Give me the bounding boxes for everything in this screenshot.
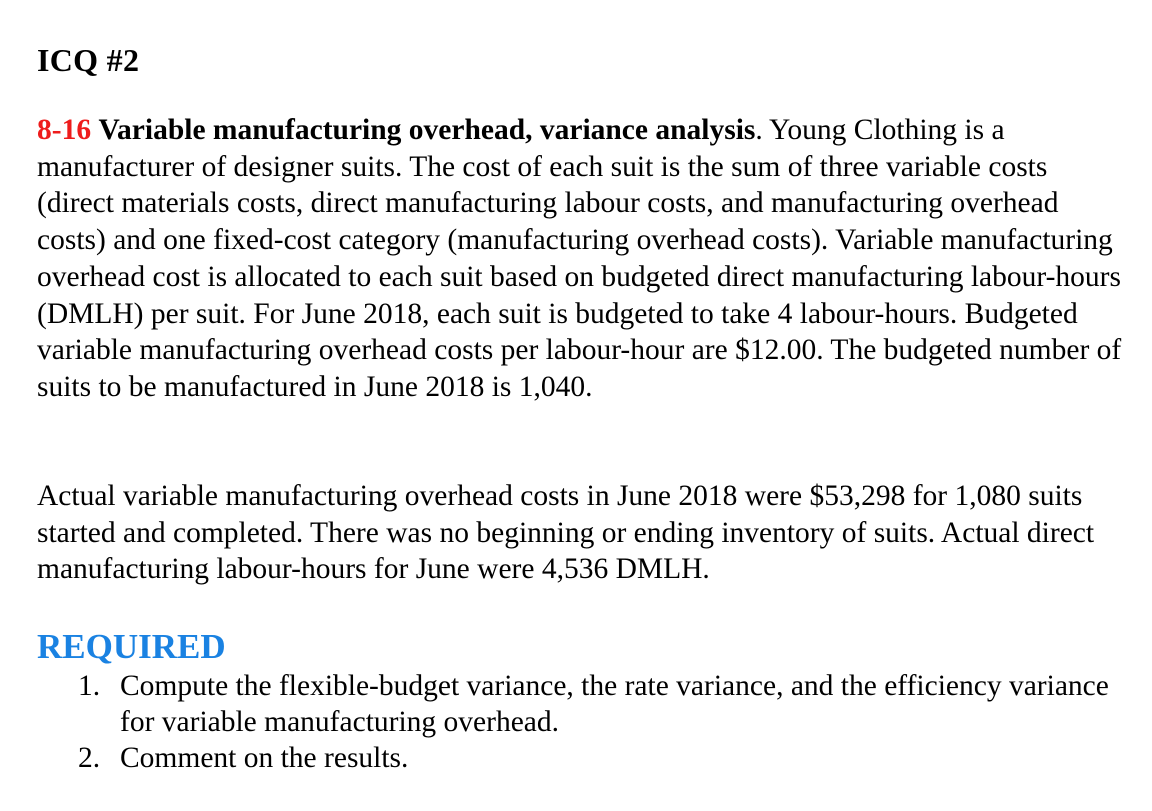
required-list <box>37 669 1122 778</box>
list-marker: 2. <box>78 742 101 774</box>
problem-title-punct: . <box>755 114 763 146</box>
list-marker: 1. <box>78 670 101 702</box>
page-title: ICQ #2 <box>37 42 140 78</box>
problem-statement <box>37 112 1122 406</box>
list-item <box>37 669 1122 740</box>
problem-intro: Young Clothing is a manufacturer of designer suits. The cost of each suit is the sum of three variable costs (direct materials costs, direct manufacturing labour costs, and manufacturing overhead costs) and one fixed-cost category (manufacturing overhead costs). Variable manufacturing overhead cost is allocated to each suit based on budgeted direct manufacturing labour-hours (DMLH) per suit. For June 2018, each suit is budgeted to take 4 labour-hours. Budgeted variable manufacturing overhead costs per labour-hour are $12.00. The budgeted number of suits to be manufactured in June 2018 is 1,040. <box>37 114 1122 403</box>
problem-title: Variable manufacturing overhead, variance analysis <box>98 114 756 146</box>
required-heading: REQUIRED <box>37 627 226 666</box>
list-item-text: Compute the flexible-budget variance, the rate variance, and the efficiency variance for variable manufacturing overhead. <box>120 670 1109 738</box>
list-item-text: Comment on the results. <box>120 742 409 774</box>
list-item <box>37 741 1122 777</box>
problem-number: 8-16 <box>37 114 92 146</box>
actuals-paragraph: Actual variable manufacturing overhead costs in June 2018 were $53,298 for 1,080 suits started and completed. There was no beginning or ending inventory of suits. Actual direct manufacturing labour-hours for June were 4,536 DMLH. <box>37 480 1095 586</box>
